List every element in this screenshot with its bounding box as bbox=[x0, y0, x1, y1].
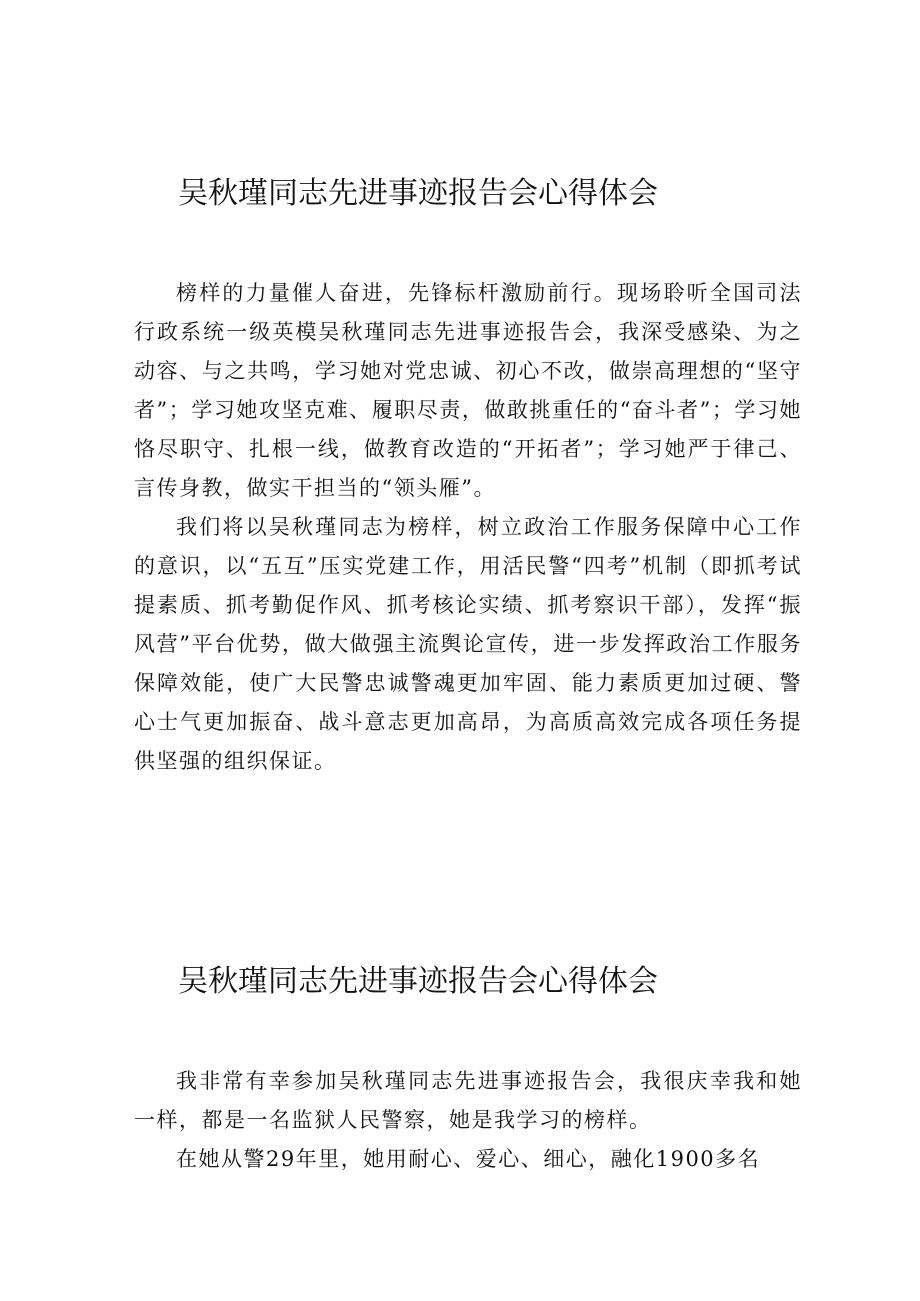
paragraph-2-2: 在她从警29年里，她用耐心、爱心、细心，融化1900多名 bbox=[176, 1147, 761, 1171]
article-body-1 bbox=[134, 274, 802, 781]
paragraph-2-1: 我非常有幸参加吴秋瑾同志先进事迹报告会，我很庆幸我和她一样，都是一名监狱人民警察，她是我学习的榜样。 bbox=[134, 1069, 802, 1132]
paragraph-1-2: 我们将以吴秋瑾同志为榜样，树立政治工作服务保障中心工作的意识，以“五互”压实党建工作，用活民警“四考”机制（即抓考试提素质、抓考勤促作风、抓考核论实绩、抓考察识干部），发挥“振风营”平台优势，做大做强主流舆论宣传，进一步发挥政治工作服务保障效能，使广大民警忠诚警魂更加牢固、能力素质更加过硬、警心士气更加振奋、战斗意志更加高昂，为高质高效完成各项任务提供坚强的组织保证。 bbox=[134, 515, 802, 773]
paragraph-1-1: 榜样的力量催人奋进，先锋标杆激励前行。现场聆听全国司法行政系统一级英模吴秋瑾同志先进事迹报告会，我深受感染、为之动容、与之共鸣，学习她对党忠诚、初心不改，做崇高理想的“坚守者”；学习她攻坚克难、履职尽责，做敢挑重任的“奋斗者”；学习她恪尽职守、扎根一线，做教育改造的“开拓者”；学习她严于律己、言传身教，做实干担当的“领头雁”。 bbox=[134, 281, 802, 500]
article-title-2: 吴秋瑾同志先进事迹报告会心得体会 bbox=[178, 964, 658, 999]
article-body-2 bbox=[134, 1062, 802, 1179]
article-title-1: 吴秋瑾同志先进事迹报告会心得体会 bbox=[178, 176, 658, 211]
